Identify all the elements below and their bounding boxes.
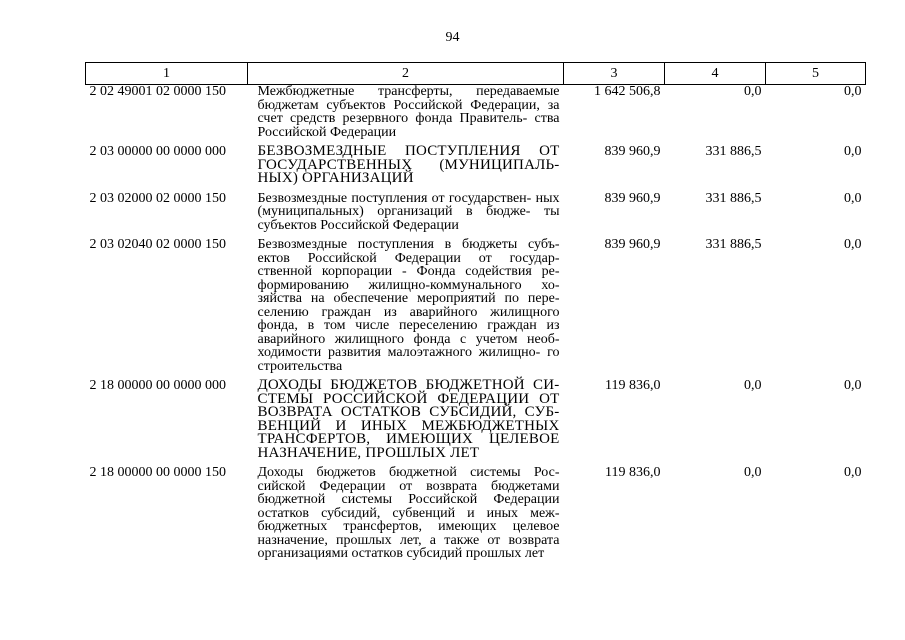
value-col-3: 839 960,9 bbox=[604, 237, 661, 252]
column-header-5: 5 bbox=[766, 63, 866, 85]
budget-code: 2 02 49001 02 0000 150 bbox=[89, 84, 226, 99]
value-col-4: 331 886,5 bbox=[705, 144, 762, 159]
table-row bbox=[86, 145, 866, 192]
table-row bbox=[86, 192, 866, 239]
column-header-1: 1 bbox=[86, 63, 248, 85]
budget-code: 2 03 02000 02 0000 150 bbox=[89, 190, 226, 206]
table-row bbox=[86, 238, 866, 379]
revenue-table bbox=[85, 62, 866, 567]
budget-code: 2 03 00000 00 0000 000 bbox=[89, 144, 226, 159]
table-header-row bbox=[86, 63, 866, 85]
value-col-4: 331 886,5 bbox=[705, 190, 762, 206]
value-col-3: 119 836,0 bbox=[605, 378, 661, 393]
revenue-table-container bbox=[85, 62, 865, 567]
value-col-3: 119 836,0 bbox=[605, 465, 661, 480]
column-header-4: 4 bbox=[665, 63, 766, 85]
value-col-5: 0,0 bbox=[844, 465, 862, 480]
value-col-5: 0,0 bbox=[844, 237, 862, 252]
value-col-3: 839 960,9 bbox=[604, 190, 661, 206]
value-col-5: 0,0 bbox=[844, 378, 862, 393]
table-row bbox=[86, 85, 866, 146]
value-col-4: 0,0 bbox=[744, 465, 762, 480]
value-col-5: 0,0 bbox=[844, 190, 862, 206]
revenue-name: БЕЗВОЗМЕЗДНЫЕ ПОСТУПЛЕНИЯ ОТ ГОСУДАРСТВЕННЫХ (МУНИЦИПАЛЬ- НЫХ) ОРГАНИЗАЦИЙ bbox=[257, 143, 560, 186]
table-row bbox=[86, 379, 866, 466]
table-row bbox=[86, 466, 866, 567]
revenue-name: Безвозмездные поступления в бюджеты субъ- ектов Российской Федерации от государ- ственной корпорации - Фонда содействия ре- формированию жилищно-коммунального хо- зяйства на обеспечение мероприятий по пере- селению граждан из аварийного жилищного фонда, в том числе переселению граждан из аварийного жилищного фонда с учетом необ- ходимости развития малоэтажного жилищно- го строительства bbox=[257, 237, 560, 374]
value-col-3: 839 960,9 bbox=[604, 144, 661, 159]
revenue-name: Доходы бюджетов бюджетной системы Рос- сийской Федерации от возврата бюджетами бюджетной системы Российской Федерации остатков субсидий, субвенций и иных меж- бюджетных трансфертов, имеющих целевое назначение, прошлых лет, а также от возврата организациями остатков субсидий прошлых лет bbox=[257, 465, 560, 561]
value-col-5: 0,0 bbox=[844, 84, 862, 99]
budget-code: 2 18 00000 00 0000 150 bbox=[89, 465, 226, 480]
value-col-4: 0,0 bbox=[744, 84, 762, 99]
revenue-name: Безвозмездные поступления от государствен- ных (муниципальных) организаций в бюдже- ты субъектов Российской Федерации bbox=[257, 190, 560, 233]
budget-code: 2 18 00000 00 0000 000 bbox=[89, 378, 226, 393]
page-number: 94 bbox=[445, 30, 460, 45]
value-col-5: 0,0 bbox=[844, 144, 862, 159]
revenue-name: ДОХОДЫ БЮДЖЕТОВ БЮДЖЕТНОЙ СИ- СТЕМЫ РОССИЙСКОЙ ФЕДЕРАЦИИ ОТ ВОЗВРАТА ОСТАТКОВ СУБСИДИЙ, СУБ- ВЕНЦИЙ И ИНЫХ МЕЖБЮДЖЕТНЫХ ТРАНСФЕРТОВ, ИМЕЮЩИХ ЦЕЛЕВОЕ НАЗНАЧЕНИЕ, ПРОШЛЫХ ЛЕТ bbox=[257, 377, 560, 461]
value-col-4: 331 886,5 bbox=[705, 237, 762, 252]
value-col-3: 1 642 506,8 bbox=[594, 84, 661, 99]
column-header-3: 3 bbox=[564, 63, 665, 85]
budget-code: 2 03 02040 02 0000 150 bbox=[89, 237, 226, 252]
revenue-name: Межбюджетные трансферты, передаваемые бюджетам субъектов Российской Федерации, за счет средств резервного фонда Правитель- ства Российской Федерации bbox=[257, 84, 560, 140]
value-col-4: 0,0 bbox=[744, 378, 762, 393]
column-header-2: 2 bbox=[248, 63, 564, 85]
